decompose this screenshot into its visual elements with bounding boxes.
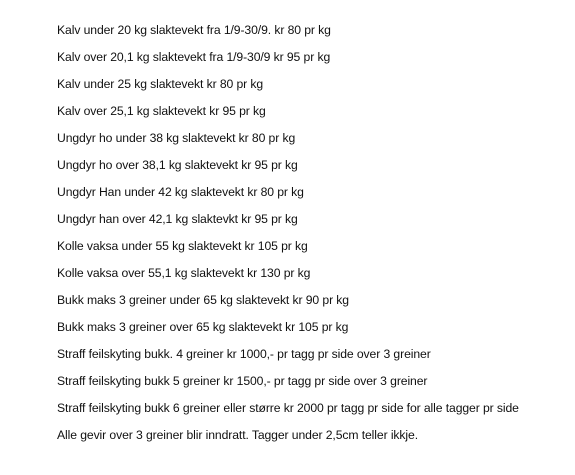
price-list-document <box>57 22 567 454</box>
penalty-line-4-tines: Straff feilskyting bukk. 4 greiner kr 1000,- pr tagg pr side over 3 greiner <box>57 347 431 361</box>
penalty-line-6-tines: Straff feilskyting bukk 6 greiner eller større kr 2000 pr tagg pr side for alle tagger pr side <box>57 401 519 415</box>
price-line-young-female-over-38kg: Ungdyr ho over 38,1 kg slaktevekt kr 95 pr kg <box>57 158 298 172</box>
price-line-calf-under-20kg: Kalv under 20 kg slaktevekt fra 1/9-30/9. kr 80 pr kg <box>57 23 331 37</box>
price-line-young-male-over-42kg: Ungdyr han over 42,1 kg slaktevkt kr 95 pr kg <box>57 212 298 226</box>
price-line-calf-under-25kg: Kalv under 25 kg slaktevekt kr 80 pr kg <box>57 77 264 91</box>
price-line-buck-over-65kg: Bukk maks 3 greiner over 65 kg slaktevekt kr 105 pr kg <box>57 320 349 334</box>
price-line-young-female-under-38kg: Ungdyr ho under 38 kg slaktevekt kr 80 pr kg <box>57 131 296 145</box>
price-line-calf-over-20kg: Kalv over 20,1 kg slaktevekt fra 1/9-30/9 kr 95 pr kg <box>57 50 331 64</box>
price-line-young-male-under-42kg: Ungdyr Han under 42 kg slaktevekt kr 80 pr kg <box>57 185 304 199</box>
price-line-calf-over-25kg: Kalv over 25,1 kg slaktevekt kr 95 pr kg <box>57 104 266 118</box>
antler-rule-note: Alle gevir over 3 greiner blir inndratt. Tagger under 2,5cm teller ikkje. <box>57 428 418 442</box>
price-line-adult-female-under-55kg: Kolle vaksa under 55 kg slaktevekt kr 105 pr kg <box>57 239 308 253</box>
price-line-adult-female-over-55kg: Kolle vaksa over 55,1 kg slaktevekt kr 130 pr kg <box>57 266 311 280</box>
price-line-buck-under-65kg: Bukk maks 3 greiner under 65 kg slaktevekt kr 90 pr kg <box>57 293 349 307</box>
penalty-line-5-tines: Straff feilskyting bukk 5 greiner kr 1500,- pr tagg pr side over 3 greiner <box>57 374 428 388</box>
